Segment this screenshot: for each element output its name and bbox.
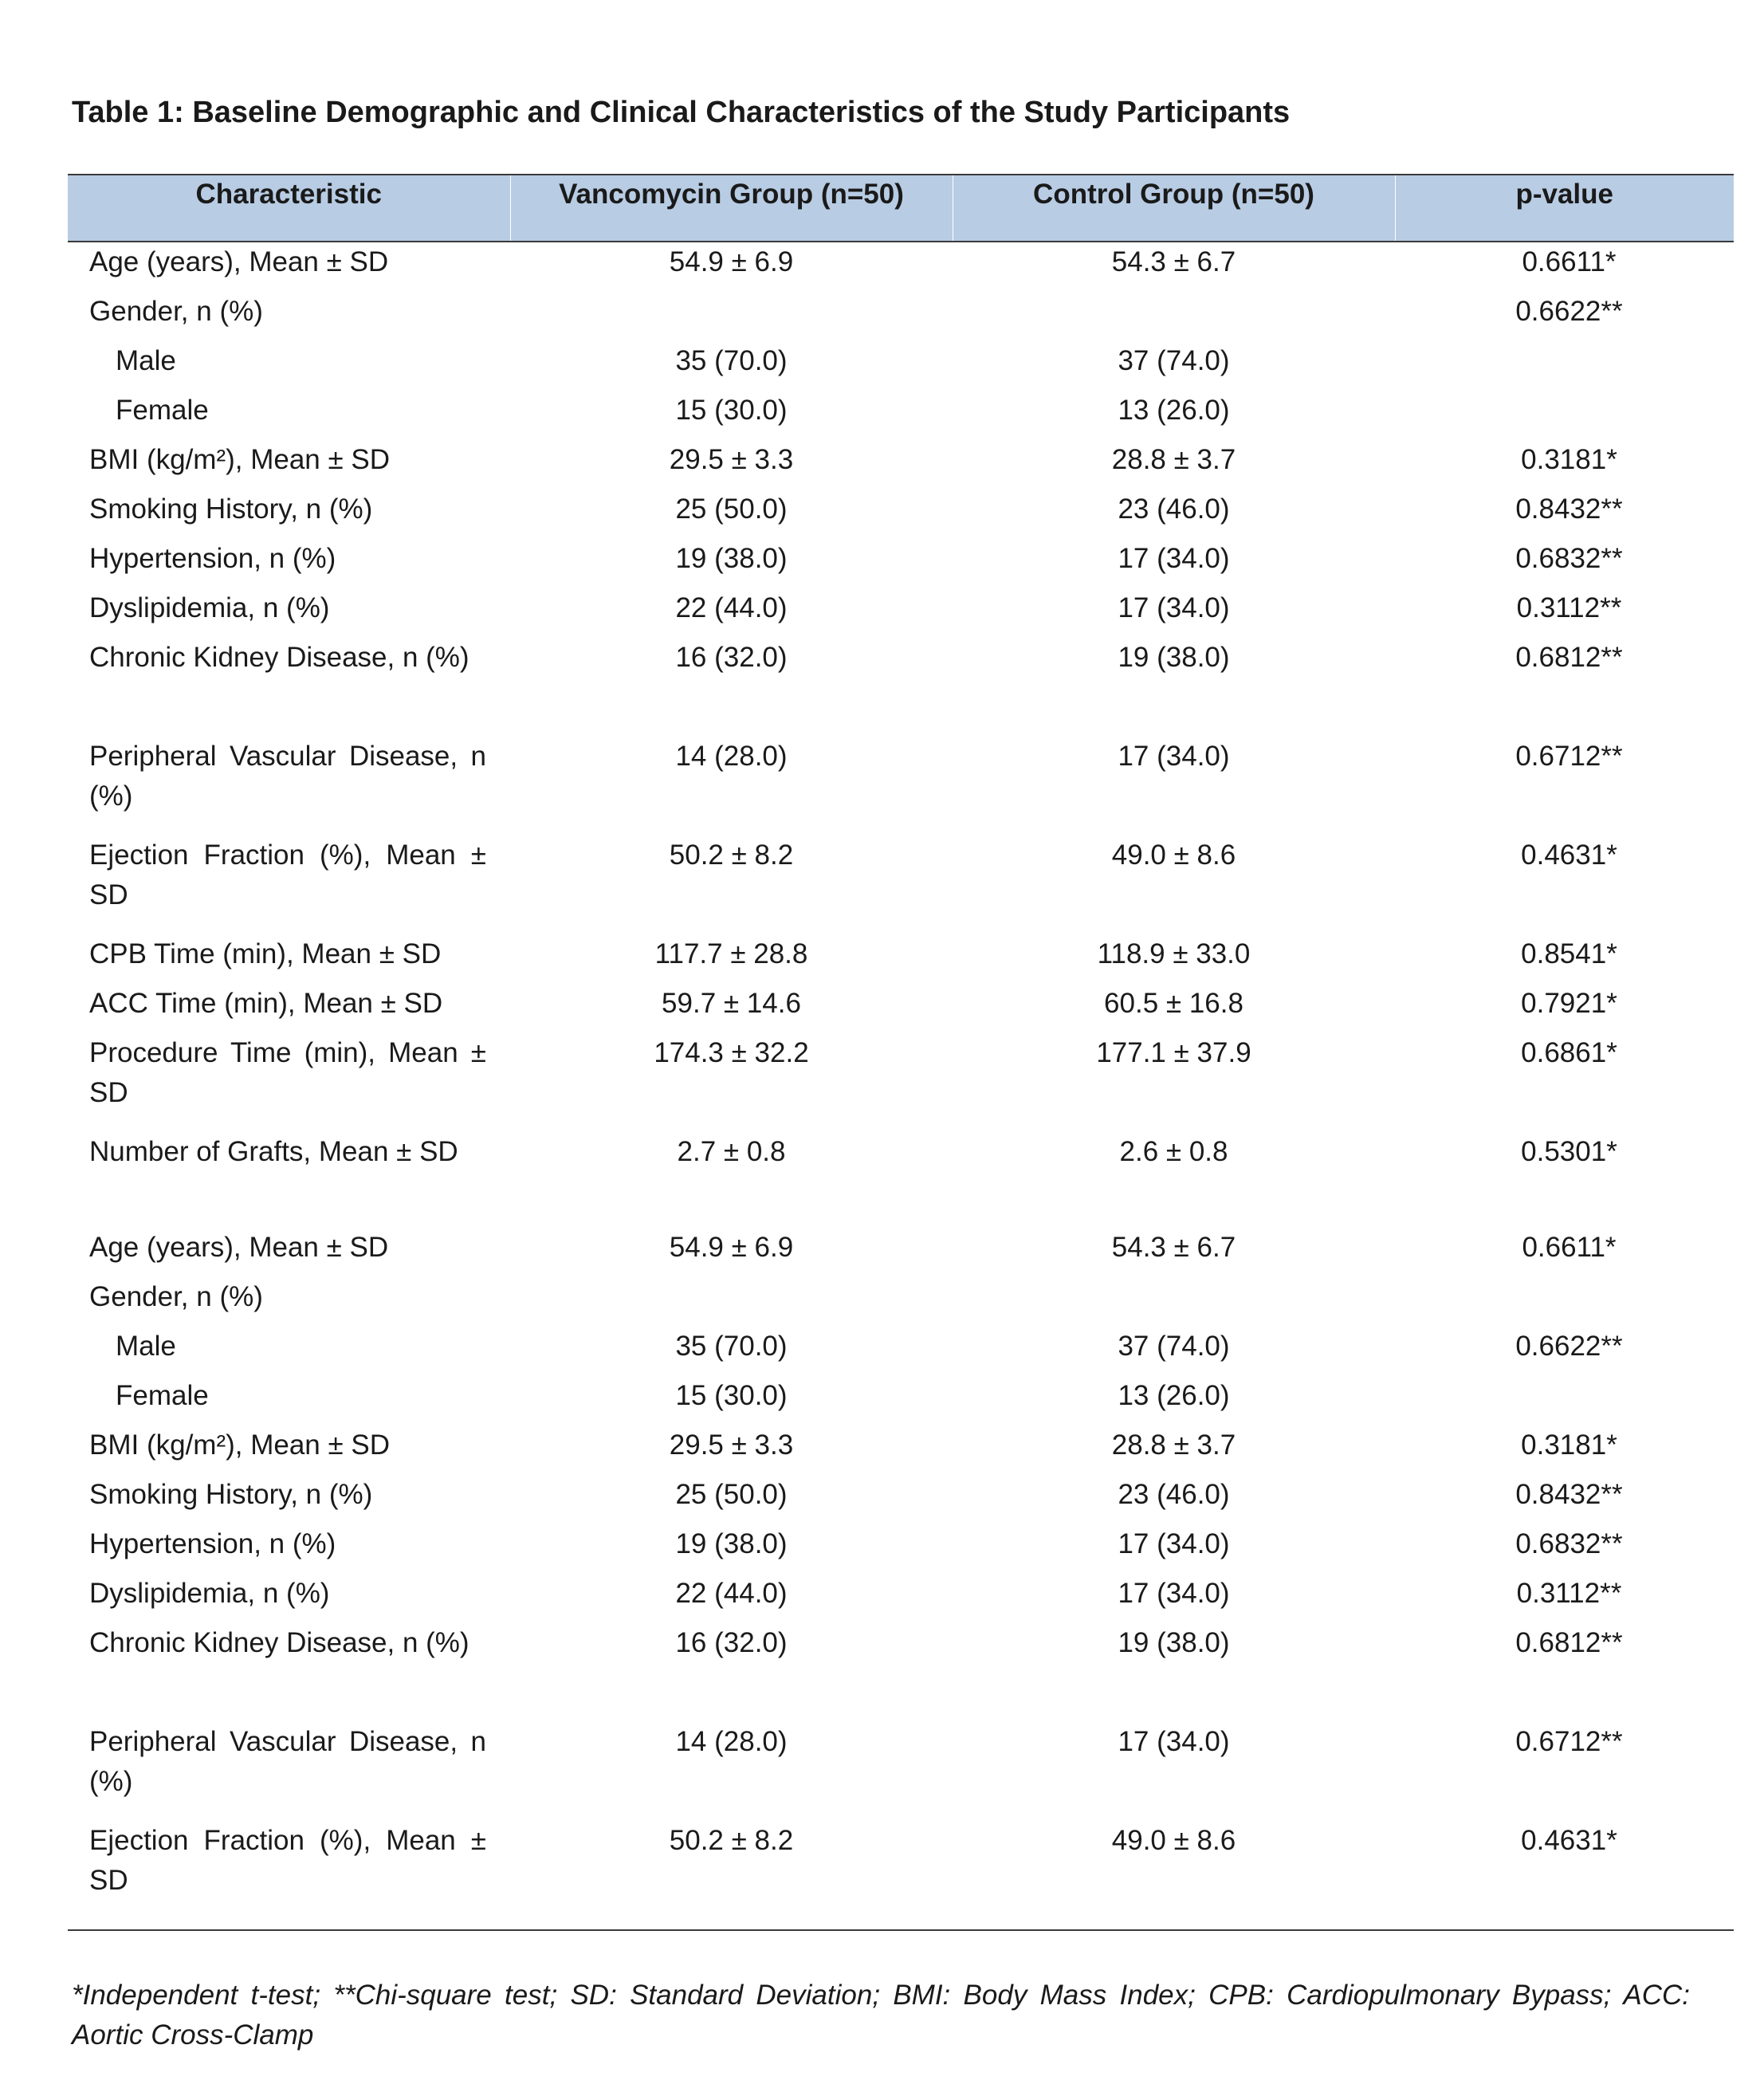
cell-vancomycin: 50.2 ± 8.2 — [669, 840, 794, 871]
cell-control: 49.0 ± 8.6 — [953, 1821, 1395, 1930]
header-control-group: Control Group (n=50) — [953, 175, 1395, 242]
cell-characteristic: Smoking History, n (%) — [89, 493, 373, 525]
cell-characteristic: Male — [116, 345, 176, 376]
cell-control: 23 (46.0) — [1118, 1479, 1230, 1510]
cell-characteristic: Ejection Fraction (%), Mean ± SD — [89, 840, 486, 910]
cell-p-value: 0.6861* — [1521, 1037, 1617, 1068]
cell-vancomycin: 54.9 ± 6.9 — [669, 1232, 794, 1263]
cell-characteristic: CPB Time (min), Mean ± SD — [89, 938, 442, 969]
cell-p-value: 0.8432** — [1515, 1479, 1623, 1510]
cell-vancomycin — [510, 292, 953, 341]
cell-control: 54.3 ± 6.7 — [1111, 1232, 1236, 1263]
cell-vancomycin: 19 (38.0) — [675, 543, 788, 574]
cell-characteristic: Female — [116, 1380, 209, 1411]
cell-vancomycin: 15 (30.0) — [675, 395, 788, 426]
cell-vancomycin: 59.7 ± 14.6 — [662, 988, 801, 1019]
cell-control: 28.8 ± 3.7 — [1111, 1429, 1236, 1461]
cell-control: 54.3 ± 6.7 — [1111, 246, 1236, 277]
cell-p-value — [1395, 391, 1734, 440]
table-row — [68, 1425, 1734, 1475]
table-row — [68, 341, 1734, 391]
cell-control: 13 (26.0) — [1118, 1380, 1230, 1411]
cell-vancomycin: 19 (38.0) — [675, 1528, 788, 1559]
cell-characteristic: Gender, n (%) — [89, 1281, 263, 1312]
table-row — [68, 638, 1734, 737]
table-row — [68, 292, 1734, 341]
cell-vancomycin: 29.5 ± 3.3 — [669, 444, 794, 475]
cell-characteristic: Ejection Fraction (%), Mean ± SD — [68, 1821, 510, 1930]
table-row — [68, 1376, 1734, 1425]
cell-p-value: 0.5301* — [1521, 1136, 1617, 1167]
cell-p-value: 0.6812** — [1515, 1627, 1623, 1658]
cell-vancomycin: 14 (28.0) — [675, 741, 788, 772]
cell-control: 17 (34.0) — [1118, 741, 1230, 772]
cell-p-value: 0.6832** — [1515, 1528, 1623, 1559]
cell-control: 17 (34.0) — [1118, 1726, 1230, 1757]
table-row — [68, 1722, 1734, 1821]
cell-control: 2.6 ± 0.8 — [1119, 1136, 1228, 1167]
table-row — [68, 984, 1734, 1033]
table-body — [68, 242, 1734, 1930]
cell-characteristic: Procedure Time (min), Mean ± SD — [89, 1037, 486, 1108]
cell-vancomycin: 16 (32.0) — [675, 642, 788, 673]
table-row — [68, 737, 1734, 836]
cell-vancomycin: 15 (30.0) — [675, 1380, 788, 1411]
table-row — [68, 242, 1734, 292]
cell-vancomycin: 22 (44.0) — [675, 1578, 788, 1609]
cell-characteristic: Age (years), Mean ± SD — [89, 1232, 389, 1263]
cell-vancomycin: 117.7 ± 28.8 — [654, 938, 808, 969]
cell-control: 13 (26.0) — [1118, 395, 1230, 426]
cell-vancomycin — [510, 1277, 953, 1327]
cell-p-value: 0.6622** — [1515, 296, 1623, 327]
table-row — [68, 1574, 1734, 1623]
table-row — [68, 1327, 1734, 1376]
table-row — [68, 836, 1734, 934]
cell-characteristic: Smoking History, n (%) — [89, 1479, 373, 1510]
cell-characteristic: BMI (kg/m²), Mean ± SD — [89, 444, 391, 475]
cell-characteristic: BMI (kg/m²), Mean ± SD — [89, 1429, 391, 1461]
table-row — [68, 934, 1734, 984]
table-row — [68, 490, 1734, 539]
table-row — [68, 588, 1734, 638]
cell-p-value: 0.3181* — [1521, 444, 1617, 475]
cell-p-value: 0.6812** — [1515, 642, 1623, 673]
cell-characteristic: Chronic Kidney Disease, n (%) — [89, 1627, 469, 1658]
cell-vancomycin: 22 (44.0) — [675, 592, 788, 623]
cell-p-value: 0.6712** — [1515, 1726, 1623, 1757]
cell-vancomycin: 174.3 ± 32.2 — [654, 1037, 809, 1068]
cell-p-value: 0.3112** — [1516, 1578, 1622, 1609]
cell-control: 60.5 ± 16.8 — [1104, 988, 1243, 1019]
cell-control: 19 (38.0) — [1118, 1627, 1230, 1658]
table-row — [68, 1475, 1734, 1524]
cell-characteristic: Hypertension, n (%) — [89, 1528, 336, 1559]
cell-characteristic: Gender, n (%) — [89, 296, 263, 327]
cell-characteristic: Dyslipidemia, n (%) — [89, 592, 330, 623]
cell-characteristic: Female — [116, 395, 209, 426]
cell-p-value: 0.3112** — [1516, 592, 1622, 623]
cell-control: 17 (34.0) — [1118, 1578, 1230, 1609]
table-header — [68, 175, 1734, 242]
cell-characteristic: Dyslipidemia, n (%) — [89, 1578, 330, 1609]
table-footnote: *Independent t-test; **Chi-square test; SD: Standard Deviation; BMI: Body Mass Index; CPB: Cardiopulmonary Bypass; ACC: Aortic Cross-Clamp — [72, 1980, 1690, 2051]
cell-control: 177.1 ± 37.9 — [1096, 1037, 1251, 1068]
table-title: Table 1: Baseline Demographic and Clinical Characteristics of the Study Participants — [72, 96, 1291, 129]
cell-vancomycin: 29.5 ± 3.3 — [669, 1429, 794, 1461]
table-row — [68, 1821, 1734, 1930]
cell-vancomycin: 35 (70.0) — [675, 1331, 788, 1362]
cell-characteristic: Male — [116, 1331, 176, 1362]
cell-p-value: 0.6622** — [1515, 1331, 1623, 1362]
cell-p-value: 0.7921* — [1521, 988, 1617, 1019]
cell-vancomycin: 2.7 ± 0.8 — [677, 1136, 786, 1167]
cell-characteristic: Number of Grafts, Mean ± SD — [89, 1136, 458, 1167]
cell-vancomycin: 25 (50.0) — [675, 493, 788, 525]
cell-p-value: 0.6611* — [1522, 246, 1617, 277]
table-row — [68, 440, 1734, 490]
cell-characteristic: Hypertension, n (%) — [89, 543, 336, 574]
cell-characteristic: Chronic Kidney Disease, n (%) — [89, 642, 469, 673]
table-row — [68, 1623, 1734, 1722]
cell-control — [953, 292, 1395, 341]
cell-control: 49.0 ± 8.6 — [1111, 840, 1236, 871]
table-row — [68, 1277, 1734, 1327]
header-vancomycin-group: Vancomycin Group (n=50) — [510, 175, 953, 242]
table-row — [68, 539, 1734, 588]
cell-vancomycin: 50.2 ± 8.2 — [510, 1821, 953, 1930]
cell-p-value: 0.8541* — [1521, 938, 1617, 969]
cell-control: 37 (74.0) — [1118, 345, 1230, 376]
cell-p-value: 0.6712** — [1515, 741, 1623, 772]
header-row — [68, 175, 1734, 242]
cell-control: 17 (34.0) — [1118, 543, 1230, 574]
cell-p-value — [1395, 1277, 1734, 1327]
table-row — [68, 1524, 1734, 1574]
cell-vancomycin: 25 (50.0) — [675, 1479, 788, 1510]
cell-p-value: 0.6611* — [1522, 1232, 1617, 1263]
cell-p-value: 0.4631* — [1521, 840, 1617, 871]
cell-p-value: 0.6832** — [1515, 543, 1623, 574]
cell-control: 37 (74.0) — [1118, 1331, 1230, 1362]
cell-control: 23 (46.0) — [1118, 493, 1230, 525]
cell-control: 17 (34.0) — [1118, 1528, 1230, 1559]
header-p-value: p-value — [1395, 175, 1734, 242]
cell-characteristic: ACC Time (min), Mean ± SD — [89, 988, 443, 1019]
cell-control: 19 (38.0) — [1118, 642, 1230, 673]
cell-vancomycin: 16 (32.0) — [675, 1627, 788, 1658]
cell-p-value: 0.4631* — [1395, 1821, 1734, 1930]
table-row — [68, 1132, 1734, 1228]
cell-vancomycin: 54.9 ± 6.9 — [669, 246, 794, 277]
table-row — [68, 1033, 1734, 1132]
cell-vancomycin: 14 (28.0) — [675, 1726, 788, 1757]
cell-characteristic: Peripheral Vascular Disease, n (%) — [89, 1726, 486, 1797]
characteristics-table — [68, 174, 1734, 1931]
table-row — [68, 391, 1734, 440]
cell-control: 28.8 ± 3.7 — [1111, 444, 1236, 475]
cell-p-value — [1395, 341, 1734, 391]
cell-control: 118.9 ± 33.0 — [1097, 938, 1251, 969]
header-characteristic: Characteristic — [68, 175, 510, 242]
cell-p-value — [1395, 1376, 1734, 1425]
cell-p-value: 0.3181* — [1521, 1429, 1617, 1461]
cell-characteristic: Peripheral Vascular Disease, n (%) — [89, 741, 486, 812]
cell-control: 17 (34.0) — [1118, 592, 1230, 623]
cell-p-value: 0.8432** — [1515, 493, 1623, 525]
cell-vancomycin: 35 (70.0) — [675, 345, 788, 376]
cell-control — [953, 1277, 1395, 1327]
cell-characteristic: Age (years), Mean ± SD — [89, 246, 389, 277]
table-row — [68, 1228, 1734, 1277]
